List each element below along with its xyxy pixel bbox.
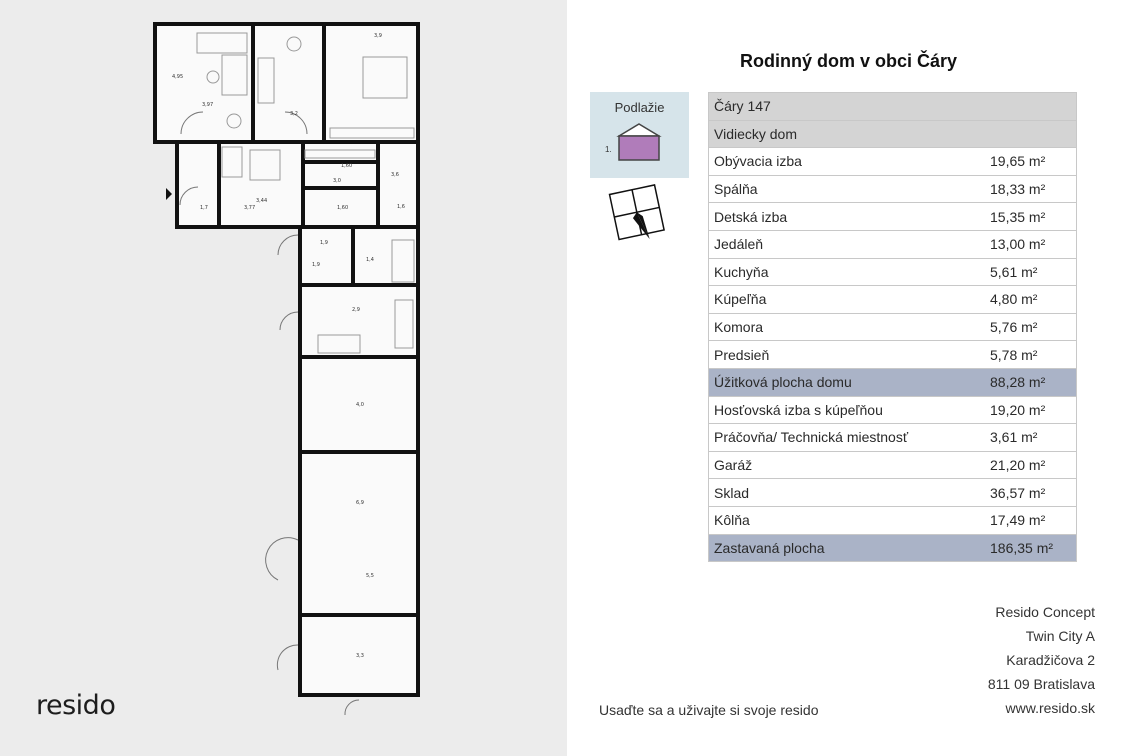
room-area: 5,76 m² (985, 313, 1077, 341)
plan-label: 1,9 (320, 240, 328, 246)
table-row (709, 313, 1077, 341)
room-name: Úžitková plocha domu (709, 368, 986, 396)
room-name: Hosťovská izba s kúpeľňou (709, 396, 986, 424)
table-row (709, 396, 1077, 424)
room-area: 17,49 m² (985, 506, 1077, 534)
header-cell: Vidiecky dom (709, 120, 986, 148)
company-street: Karadžičova 2 (1006, 652, 1095, 668)
room-name: Obývacia izba (709, 148, 986, 176)
plan-label: 1,6 (397, 204, 405, 210)
floor-indicator (590, 92, 689, 178)
room-area: 4,80 m² (985, 286, 1077, 314)
table-row (709, 341, 1077, 369)
plan-label: 1,60 (337, 205, 349, 211)
room-area: 13,00 m² (985, 230, 1077, 258)
room-name: Spálňa (709, 175, 986, 203)
room-name: Práčovňa/ Technická miestnosť (709, 424, 986, 452)
table-header-row (709, 120, 1077, 148)
plan-label: 4,95 (172, 74, 184, 80)
room-name: Sklad (709, 479, 986, 507)
table-row (709, 175, 1077, 203)
room-name: Predsieň (709, 341, 986, 369)
room-name: Komora (709, 313, 986, 341)
room-area: 15,35 m² (985, 203, 1077, 231)
room-area: 19,20 m² (985, 396, 1077, 424)
plan-label: 3,9 (374, 33, 382, 39)
company-city: 811 09 Bratislava (987, 676, 1095, 692)
table-row (709, 506, 1077, 534)
floor-house-icon (616, 122, 662, 164)
room-name: Kuchyňa (709, 258, 986, 286)
room-area: 88,28 m² (985, 368, 1077, 396)
room-area: 19,65 m² (985, 148, 1077, 176)
table-header-row (709, 93, 1077, 121)
table-row (709, 148, 1077, 176)
plan-label: 2,9 (352, 307, 360, 313)
room-area: 3,61 m² (985, 424, 1077, 452)
table-row (709, 286, 1077, 314)
brand-logo: resido (36, 690, 116, 721)
room-name: Jedáleň (709, 230, 986, 258)
slogan: Usaďte sa a uživajte si svoje resido (599, 702, 819, 718)
plan-label: 3,2 (290, 111, 298, 117)
header-cell-empty (985, 93, 1077, 121)
table-row (709, 258, 1077, 286)
plan-label: 3,3 (356, 653, 364, 659)
plan-label: 6,9 (356, 500, 364, 506)
table-row (709, 479, 1077, 507)
area-table (708, 92, 1077, 562)
room-area: 5,61 m² (985, 258, 1077, 286)
room-name: Garáž (709, 451, 986, 479)
floor-number: 1. (605, 145, 612, 154)
plan-label: 1,60 (341, 163, 353, 169)
room-area: 18,33 m² (985, 175, 1077, 203)
plan-label: 3,0 (333, 178, 341, 184)
plan-label: 5,5 (366, 573, 374, 579)
plan-label: 1,4 (366, 257, 374, 263)
company-address (988, 600, 1095, 720)
plan-label: 3,77 (244, 205, 256, 211)
floor-label: Podlažie (614, 100, 665, 115)
room-area: 5,78 m² (985, 341, 1077, 369)
room-area: 186,35 m² (985, 534, 1077, 562)
plan-label: 4,0 (356, 402, 364, 408)
room-name: Detská izba (709, 203, 986, 231)
compass-icon (608, 183, 668, 245)
plan-label: 3,44 (256, 198, 268, 204)
table-total-row (709, 534, 1077, 562)
plan-label: 3,97 (202, 102, 214, 108)
header-cell-empty (985, 120, 1077, 148)
table-row (709, 203, 1077, 231)
room-area: 21,20 m² (985, 451, 1077, 479)
page-title: Rodinný dom v obci Čáry (740, 51, 958, 71)
table-row (709, 451, 1077, 479)
table-row (709, 230, 1077, 258)
header-cell: Čáry 147 (709, 93, 986, 121)
table-row (709, 424, 1077, 452)
plan-label: 1,7 (200, 205, 208, 211)
plan-label: 3,6 (391, 172, 399, 178)
room-name: Kôlňa (709, 506, 986, 534)
company-building: Twin City A (1025, 628, 1095, 644)
room-area: 36,57 m² (985, 479, 1077, 507)
company-name: Resido Concept (995, 604, 1095, 620)
room-name: Zastavaná plocha (709, 534, 986, 562)
table-total-row (709, 368, 1077, 396)
company-website-link[interactable]: www.resido.sk (1005, 700, 1095, 716)
room-name: Kúpeľňa (709, 286, 986, 314)
plan-label: 1,9 (312, 262, 320, 268)
